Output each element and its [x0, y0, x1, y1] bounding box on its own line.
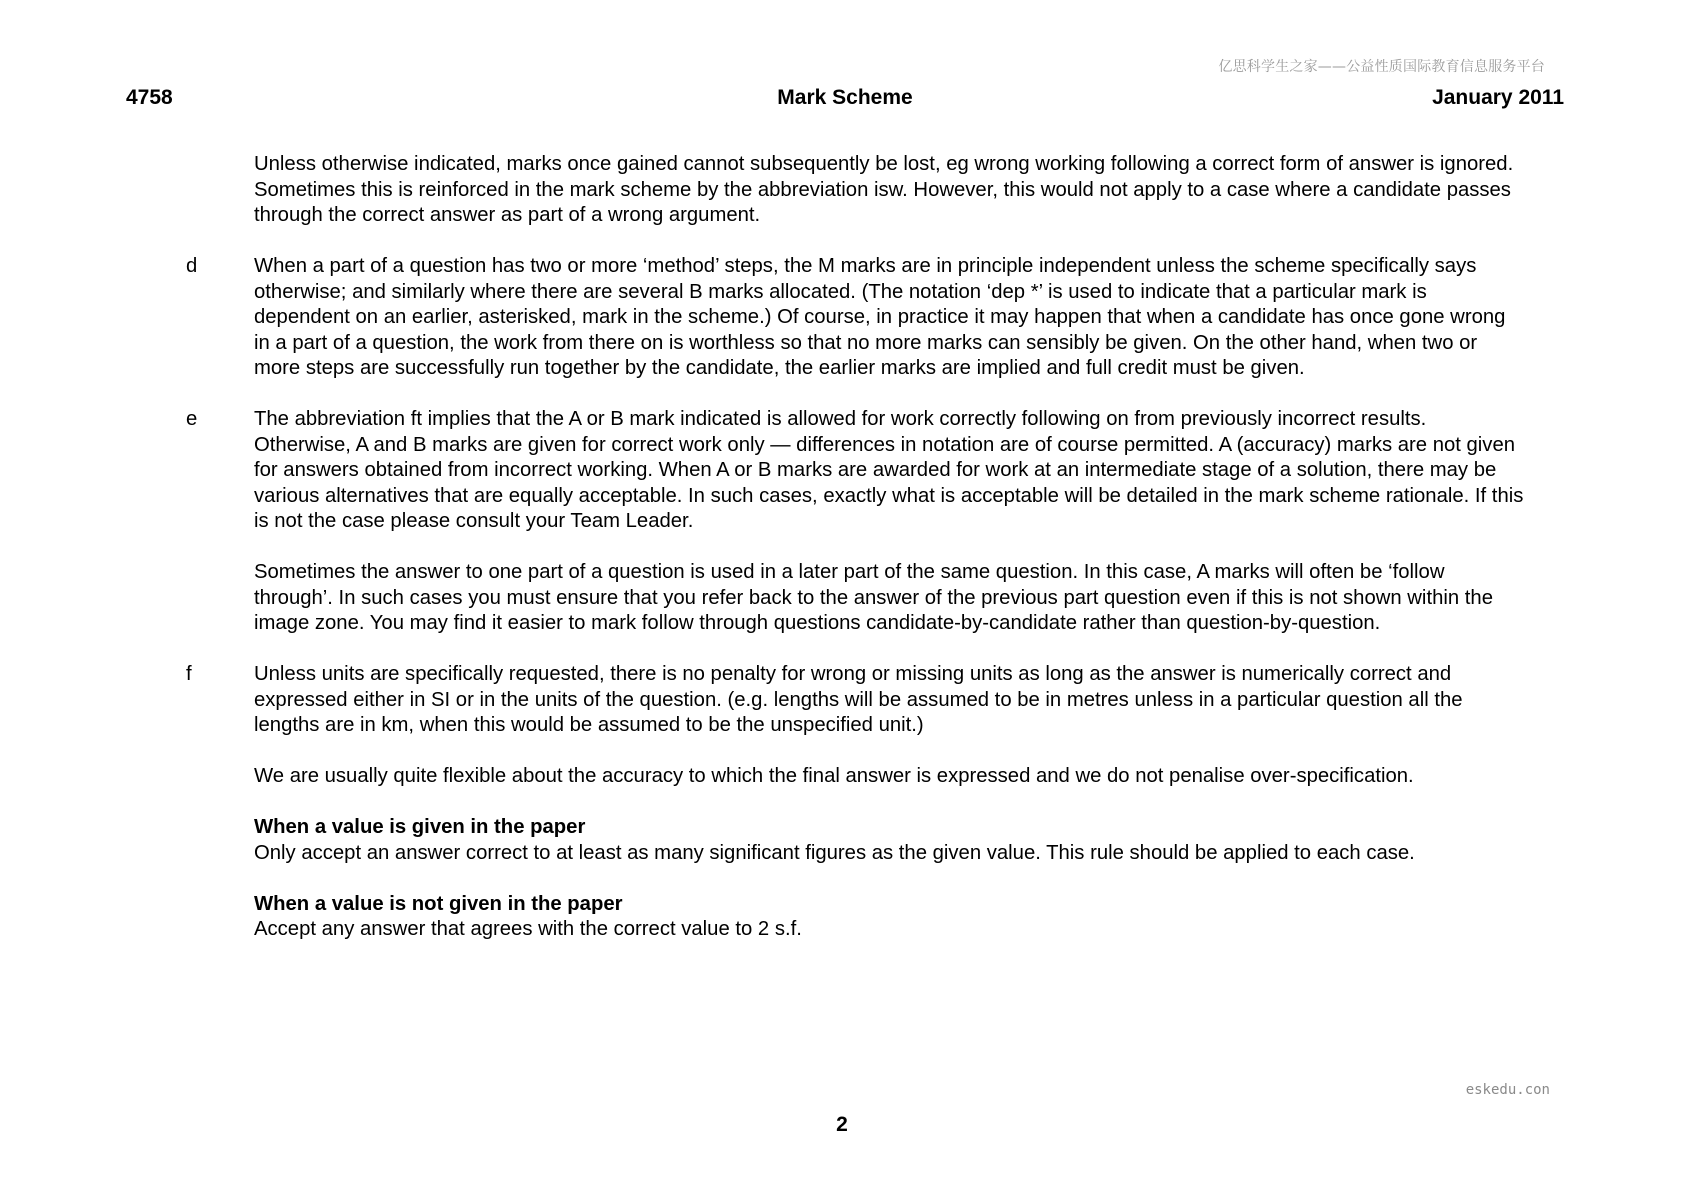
value-not-given-body: Accept any answer that agrees with the correct value to 2 s.f. — [254, 918, 802, 940]
item-e-paragraph-2: Sometimes the answer to one part of a question is used in a later part of the same question. In this case, A marks will often be ‘follow through’. In such cases you must ensure that you refer back to the answer of the previous part question even if this is not shown within the image zone. You may find it easier to mark follow through questions candidate-by-candidate rather than question-by-question. — [254, 561, 1493, 634]
page-number: 2 — [836, 1113, 848, 1136]
intro-text — [254, 152, 1526, 229]
item-e — [186, 407, 1526, 637]
document-body — [186, 152, 1526, 968]
watermark-bottom: eskedu.con — [1465, 1082, 1550, 1098]
item-e-marker: e — [186, 408, 198, 430]
item-d-marker: d — [186, 255, 198, 277]
intro-row — [186, 152, 1526, 229]
item-e-paragraph-1: The abbreviation ft implies that the A or B mark indicated is allowed for work correctly following on from previously incorrect results. Otherwise, A and B marks are given for correct work only — differences in notation are of course permitted. A (accuracy) marks are not given for answers obtained from incorrect working. When A or B marks are awarded for work at an intermediate stage of a solution, there may be various alternatives that are equally acceptable. In such cases, exactly what is acceptable will be detailed in the mark scheme rationale. If this is not the case please consult your Team Leader. — [254, 408, 1524, 532]
item-f-marker: f — [186, 663, 192, 685]
item-f-paragraph-1: Unless units are specifically requested, there is no penalty for wrong or missing units as long as the answer is numerically correct and expressed either in SI or in the units of the question. (e.g. lengths will be assumed to be in metres unless in a particular question all the lengths are in km, when this would be assumed to be the unspecified unit.) — [254, 663, 1463, 736]
value-not-given-heading: When a value is not given in the paper — [254, 892, 623, 915]
value-given-heading: When a value is given in the paper — [254, 816, 586, 838]
value-given-body: Only accept an answer correct to at least as many significant figures as the given value. This rule should be applied to each case. — [254, 841, 1415, 864]
watermark-top: 亿思科学生之家——公益性质国际教育信息服务平台 — [1218, 59, 1545, 75]
item-f-text — [254, 662, 1526, 943]
value-not-given-section — [254, 892, 1526, 943]
item-d-paragraph: When a part of a question has two or more ‘method’ steps, the M marks are in principle independent unless the scheme specifically says otherwise; and similarly where there are several B marks allocated. (The notation ‘dep *’ is used to indicate that a particular mark is dependent on an earlier, asterisked, mark in the scheme.) Of course, in practice it may happen that when a candidate has once gone wrong in a part of a question, the work from there on is worthless so that no more marks can sensibly be given. On the other hand, when two or more steps are successfully run together by the candidate, the earlier marks are implied and full credit must be given. — [254, 255, 1506, 379]
item-f-paragraph-2: We are usually quite flexible about the accuracy to which the final answer is expressed and we do not penalise over-specification. — [254, 765, 1414, 787]
intro-marker — [186, 152, 254, 229]
item-e-text — [254, 407, 1526, 637]
intro-paragraph: Unless otherwise indicated, marks once gained cannot subsequently be lost, eg wrong working following a correct form of answer is ignored. Sometimes this is reinforced in the mark scheme by the abbreviation isw. However, this would not apply to a case where a candidate passes through the correct answer as part of a wrong argument. — [254, 153, 1514, 226]
page-header — [126, 86, 1564, 114]
value-given-section — [254, 815, 1526, 866]
header-date: January 2011 — [1432, 86, 1564, 109]
item-d — [186, 254, 1526, 382]
item-d-text — [254, 254, 1526, 382]
item-f — [186, 662, 1526, 943]
header-code: 4758 — [126, 86, 173, 109]
header-title: Mark Scheme — [777, 86, 913, 109]
